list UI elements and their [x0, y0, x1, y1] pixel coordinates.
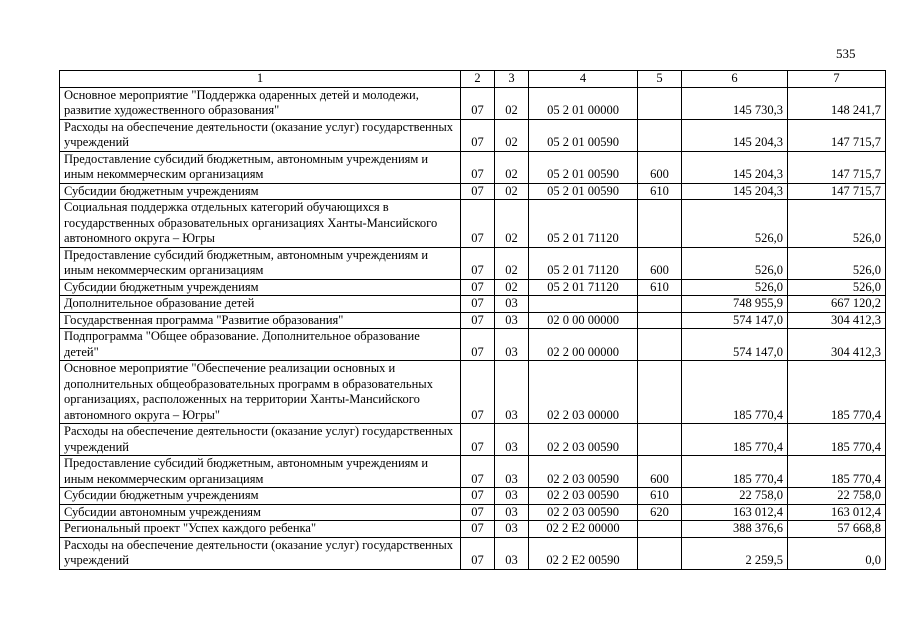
- header-cell: 5: [638, 71, 682, 88]
- row-name-cell: Основное мероприятие "Обеспечение реализации основных и дополнительных общеобразовательных программ в образовательных организациях, расположенных на территории Ханты-Мансийского автономного округа – Югры": [60, 361, 461, 424]
- row-expense-type-cell: 600: [638, 456, 682, 488]
- table-row: [60, 296, 886, 313]
- row-amount-2-cell: 185 770,4: [788, 424, 886, 456]
- row-section-cell: 07: [461, 119, 495, 151]
- row-name-cell: Подпрограмма "Общее образование. Дополнительное образование детей": [60, 329, 461, 361]
- table-row: [60, 504, 886, 521]
- row-amount-2-cell: 0,0: [788, 537, 886, 569]
- row-target-article-cell: 05 2 01 00590: [529, 183, 638, 200]
- row-amount-2-cell: 163 012,4: [788, 504, 886, 521]
- table-row: [60, 119, 886, 151]
- table-row: [60, 279, 886, 296]
- row-name-cell: Субсидии бюджетным учреждениям: [60, 488, 461, 505]
- page-number: 535: [836, 46, 856, 61]
- row-subsection-cell: 03: [495, 312, 529, 329]
- row-subsection-cell: 03: [495, 521, 529, 538]
- row-amount-2-cell: 667 120,2: [788, 296, 886, 313]
- table-row: [60, 200, 886, 248]
- row-section-cell: 07: [461, 504, 495, 521]
- row-name-cell: Субсидии бюджетным учреждениям: [60, 183, 461, 200]
- header-cell: 6: [682, 71, 788, 88]
- row-name-cell: Государственная программа "Развитие образования": [60, 312, 461, 329]
- table-row: [60, 488, 886, 505]
- row-name-cell: Предоставление субсидий бюджетным, автономным учреждениям и иным некоммерческим организациям: [60, 151, 461, 183]
- row-subsection-cell: 02: [495, 183, 529, 200]
- row-expense-type-cell: 610: [638, 279, 682, 296]
- row-amount-1-cell: 22 758,0: [682, 488, 788, 505]
- row-expense-type-cell: 600: [638, 151, 682, 183]
- row-amount-2-cell: 526,0: [788, 247, 886, 279]
- row-amount-2-cell: 147 715,7: [788, 119, 886, 151]
- row-expense-type-cell: [638, 424, 682, 456]
- row-section-cell: 07: [461, 521, 495, 538]
- row-section-cell: 07: [461, 456, 495, 488]
- row-name-cell: Предоставление субсидий бюджетным, автономным учреждениям и иным некоммерческим организациям: [60, 247, 461, 279]
- row-section-cell: 07: [461, 247, 495, 279]
- row-amount-2-cell: 22 758,0: [788, 488, 886, 505]
- row-subsection-cell: 02: [495, 247, 529, 279]
- row-section-cell: 07: [461, 87, 495, 119]
- row-amount-1-cell: 574 147,0: [682, 329, 788, 361]
- row-name-cell: Региональный проект "Успех каждого ребенка": [60, 521, 461, 538]
- row-expense-type-cell: [638, 329, 682, 361]
- row-subsection-cell: 02: [495, 119, 529, 151]
- row-target-article-cell: 02 2 03 00000: [529, 361, 638, 424]
- row-expense-type-cell: 610: [638, 183, 682, 200]
- row-amount-2-cell: 185 770,4: [788, 361, 886, 424]
- row-subsection-cell: 02: [495, 87, 529, 119]
- row-subsection-cell: 03: [495, 488, 529, 505]
- row-target-article-cell: 05 2 01 00590: [529, 119, 638, 151]
- row-amount-1-cell: 185 770,4: [682, 361, 788, 424]
- row-expense-type-cell: [638, 312, 682, 329]
- row-amount-2-cell: 57 668,8: [788, 521, 886, 538]
- row-target-article-cell: 05 2 01 71120: [529, 200, 638, 248]
- row-section-cell: 07: [461, 183, 495, 200]
- header-cell: 1: [60, 71, 461, 88]
- table-row: [60, 247, 886, 279]
- table-row: [60, 424, 886, 456]
- row-section-cell: 07: [461, 151, 495, 183]
- row-amount-2-cell: 304 412,3: [788, 312, 886, 329]
- row-section-cell: 07: [461, 279, 495, 296]
- row-expense-type-cell: [638, 119, 682, 151]
- table-row: [60, 521, 886, 538]
- row-expense-type-cell: [638, 296, 682, 313]
- row-subsection-cell: 03: [495, 329, 529, 361]
- row-section-cell: 07: [461, 312, 495, 329]
- table-row: [60, 151, 886, 183]
- row-section-cell: 07: [461, 296, 495, 313]
- row-amount-1-cell: 163 012,4: [682, 504, 788, 521]
- row-subsection-cell: 02: [495, 200, 529, 248]
- row-section-cell: 07: [461, 424, 495, 456]
- header-cell: 3: [495, 71, 529, 88]
- row-subsection-cell: 02: [495, 279, 529, 296]
- row-target-article-cell: 05 2 01 00590: [529, 151, 638, 183]
- header-cell: 7: [788, 71, 886, 88]
- row-name-cell: Дополнительное образование детей: [60, 296, 461, 313]
- table-row: [60, 329, 886, 361]
- table-row: [60, 537, 886, 569]
- row-amount-1-cell: 145 730,3: [682, 87, 788, 119]
- row-name-cell: Субсидии автономным учреждениям: [60, 504, 461, 521]
- row-section-cell: 07: [461, 361, 495, 424]
- row-subsection-cell: 03: [495, 456, 529, 488]
- row-subsection-cell: 02: [495, 151, 529, 183]
- row-section-cell: 07: [461, 537, 495, 569]
- table-row: [60, 361, 886, 424]
- budget-table: [59, 70, 886, 570]
- row-amount-1-cell: 185 770,4: [682, 456, 788, 488]
- row-target-article-cell: 05 2 01 71120: [529, 247, 638, 279]
- row-amount-1-cell: 185 770,4: [682, 424, 788, 456]
- row-target-article-cell: 02 2 03 00590: [529, 488, 638, 505]
- row-amount-2-cell: 185 770,4: [788, 456, 886, 488]
- row-target-article-cell: 02 2 03 00590: [529, 456, 638, 488]
- row-amount-1-cell: 526,0: [682, 200, 788, 248]
- row-target-article-cell: 02 2 E2 00000: [529, 521, 638, 538]
- row-target-article-cell: 02 2 00 00000: [529, 329, 638, 361]
- row-expense-type-cell: [638, 87, 682, 119]
- row-subsection-cell: 03: [495, 296, 529, 313]
- row-amount-1-cell: 526,0: [682, 279, 788, 296]
- row-amount-1-cell: 748 955,9: [682, 296, 788, 313]
- row-amount-2-cell: 147 715,7: [788, 151, 886, 183]
- row-name-cell: Субсидии бюджетным учреждениям: [60, 279, 461, 296]
- row-subsection-cell: 03: [495, 537, 529, 569]
- row-expense-type-cell: [638, 521, 682, 538]
- row-section-cell: 07: [461, 329, 495, 361]
- header-cell: 2: [461, 71, 495, 88]
- row-subsection-cell: 03: [495, 361, 529, 424]
- row-subsection-cell: 03: [495, 424, 529, 456]
- row-amount-1-cell: 526,0: [682, 247, 788, 279]
- row-target-article-cell: 05 2 01 00000: [529, 87, 638, 119]
- table-header-row: [60, 71, 886, 88]
- row-target-article-cell: 02 2 03 00590: [529, 424, 638, 456]
- table-row: [60, 456, 886, 488]
- row-expense-type-cell: 610: [638, 488, 682, 505]
- row-name-cell: Расходы на обеспечение деятельности (оказание услуг) государственных учреждений: [60, 537, 461, 569]
- row-expense-type-cell: 600: [638, 247, 682, 279]
- row-target-article-cell: [529, 296, 638, 313]
- row-name-cell: Расходы на обеспечение деятельности (оказание услуг) государственных учреждений: [60, 424, 461, 456]
- table-row: [60, 312, 886, 329]
- row-amount-1-cell: 145 204,3: [682, 183, 788, 200]
- table-row: [60, 87, 886, 119]
- table-row: [60, 183, 886, 200]
- row-amount-2-cell: 526,0: [788, 279, 886, 296]
- row-expense-type-cell: [638, 200, 682, 248]
- row-expense-type-cell: [638, 361, 682, 424]
- row-amount-2-cell: 304 412,3: [788, 329, 886, 361]
- table-body: [60, 71, 886, 570]
- row-expense-type-cell: [638, 537, 682, 569]
- row-target-article-cell: 02 2 03 00590: [529, 504, 638, 521]
- row-name-cell: Основное мероприятие "Поддержка одаренных детей и молодежи, развитие художественного образования": [60, 87, 461, 119]
- row-amount-2-cell: 526,0: [788, 200, 886, 248]
- row-target-article-cell: 02 0 00 00000: [529, 312, 638, 329]
- row-name-cell: Предоставление субсидий бюджетным, автономным учреждениям и иным некоммерческим организациям: [60, 456, 461, 488]
- header-cell: 4: [529, 71, 638, 88]
- row-amount-1-cell: 574 147,0: [682, 312, 788, 329]
- row-expense-type-cell: 620: [638, 504, 682, 521]
- row-target-article-cell: 05 2 01 71120: [529, 279, 638, 296]
- row-amount-2-cell: 148 241,7: [788, 87, 886, 119]
- row-amount-2-cell: 147 715,7: [788, 183, 886, 200]
- row-section-cell: 07: [461, 200, 495, 248]
- row-amount-1-cell: 2 259,5: [682, 537, 788, 569]
- row-name-cell: Социальная поддержка отдельных категорий обучающихся в государственных образовательных организациях Ханты-Мансийского автономного округа – Югры: [60, 200, 461, 248]
- row-amount-1-cell: 145 204,3: [682, 151, 788, 183]
- row-target-article-cell: 02 2 E2 00590: [529, 537, 638, 569]
- row-amount-1-cell: 145 204,3: [682, 119, 788, 151]
- row-amount-1-cell: 388 376,6: [682, 521, 788, 538]
- row-section-cell: 07: [461, 488, 495, 505]
- row-subsection-cell: 03: [495, 504, 529, 521]
- row-name-cell: Расходы на обеспечение деятельности (оказание услуг) государственных учреждений: [60, 119, 461, 151]
